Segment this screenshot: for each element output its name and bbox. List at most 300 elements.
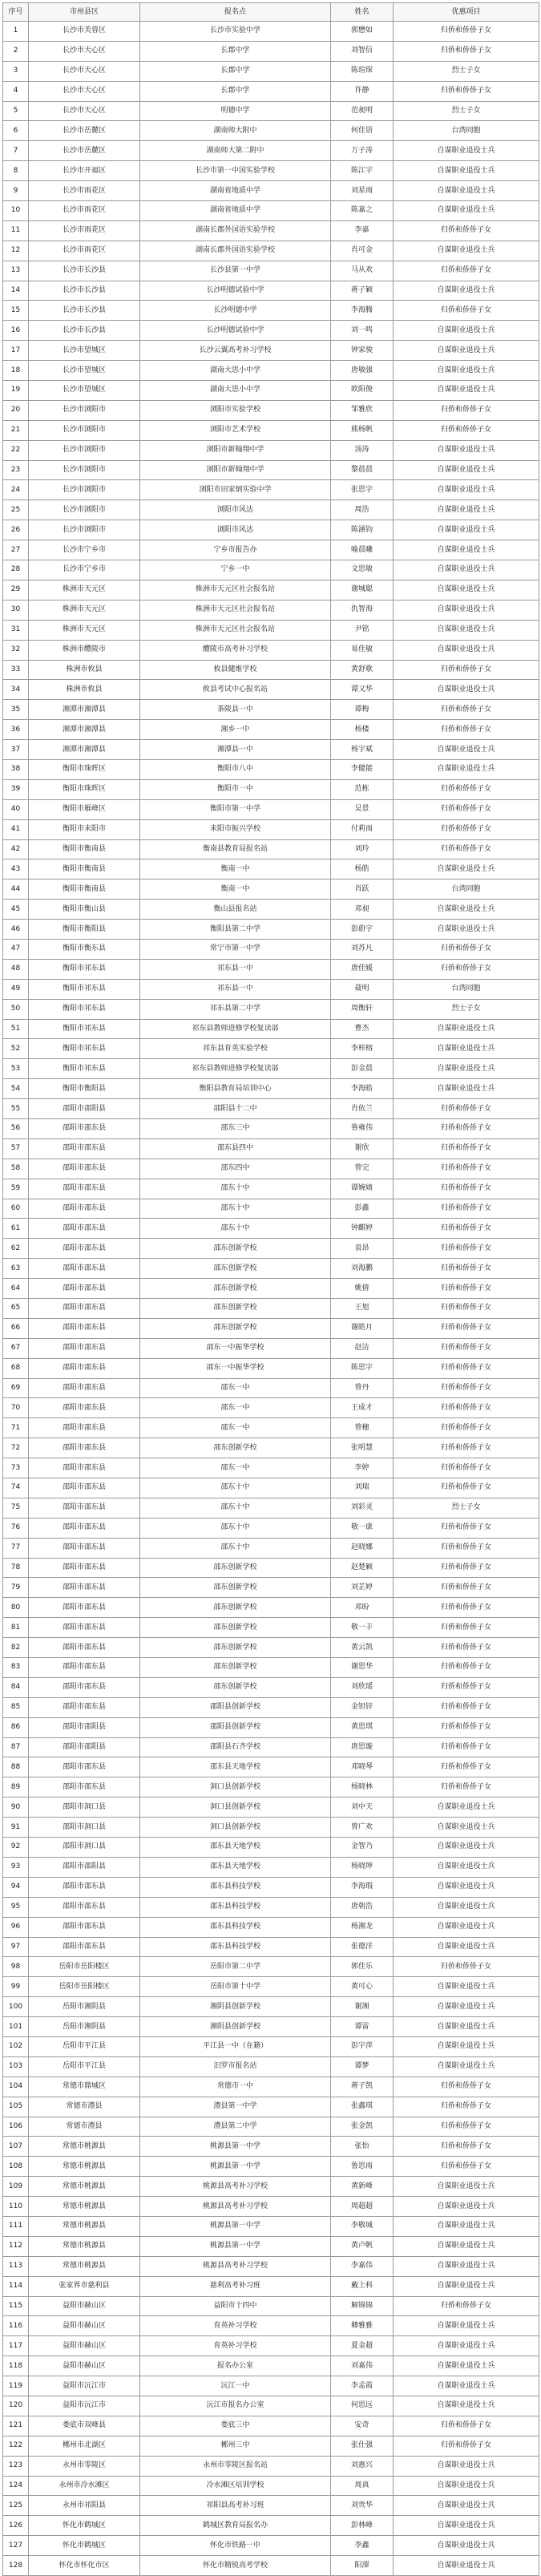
cell-preference: 归侨和侨侨子女: [394, 1777, 539, 1798]
cell-registration-site: 邵东十中: [140, 1498, 331, 1518]
cell-name: 金智乃: [331, 1838, 394, 1858]
cell-preference: 自谋职业退役士兵: [394, 440, 539, 460]
cell-name: 黄卢帆: [331, 2236, 394, 2256]
cell-name: 文思敏: [331, 560, 394, 580]
cell-name: 李孟霞: [331, 2376, 394, 2396]
header-row: [3, 3, 539, 22]
cell-preference: 自谋职业退役士兵: [394, 859, 539, 880]
cell-preference: 自谋职业退役士兵: [394, 1039, 539, 1059]
cell-index: 14: [3, 281, 29, 301]
cell-name: 黄新峰: [331, 2177, 394, 2197]
cell-region: 湘潭市湘潭县: [29, 740, 140, 760]
cell-preference: 归侨和侨侨子女: [394, 1478, 539, 1498]
cell-registration-site: 株洲市天元区社会报名站: [140, 620, 331, 640]
cell-index: 72: [3, 1438, 29, 1458]
cell-name: 解锦锦: [331, 2296, 394, 2316]
table-row: [3, 1179, 539, 1199]
table-row: [3, 600, 539, 620]
cell-name: 王成才: [331, 1398, 394, 1418]
table-row: [3, 1079, 539, 1099]
cell-index: 118: [3, 2356, 29, 2376]
cell-index: 95: [3, 1897, 29, 1917]
cell-name: 谭梅: [331, 700, 394, 720]
cell-index: 82: [3, 1638, 29, 1658]
cell-region: 邵阳市邵东县: [29, 1299, 140, 1319]
cell-preference: 归侨和侨侨子女: [394, 1737, 539, 1757]
table-row: [3, 1638, 539, 1658]
cell-name: 刘海鹏: [331, 1259, 394, 1279]
table-row: [3, 2296, 539, 2316]
cell-preference: 归侨和侨侨子女: [394, 1458, 539, 1478]
cell-registration-site: 邵东十中: [140, 1518, 331, 1538]
cell-region: 邵阳市邵东县: [29, 1658, 140, 1678]
cell-index: 69: [3, 1378, 29, 1398]
cell-region: 衡阳市耒阳市: [29, 819, 140, 839]
cell-registration-site: 邵东十中: [140, 1538, 331, 1558]
table-row: [3, 22, 539, 42]
cell-name: 肖跃: [331, 880, 394, 900]
cell-name: 谭梦: [331, 2056, 394, 2077]
cell-name: 曾穗: [331, 1418, 394, 1438]
table-row: [3, 2236, 539, 2256]
cell-region: 邵阳市邵东县: [29, 1138, 140, 1159]
cell-name: 李敬城: [331, 2216, 394, 2236]
cell-region: 邵阳市邵东县: [29, 1757, 140, 1777]
cell-registration-site: 平江县一中（在籍）: [140, 2036, 331, 2056]
cell-preference: 自谋职业退役士兵: [394, 2236, 539, 2256]
cell-preference: 自谋职业退役士兵: [394, 161, 539, 181]
table-row: [3, 740, 539, 760]
cell-registration-site: 祁东县育英实验学校: [140, 1039, 331, 1059]
cell-region: 邵阳市邵东县: [29, 1578, 140, 1598]
cell-index: 22: [3, 440, 29, 460]
cell-index: 38: [3, 759, 29, 779]
cell-name: 喻晨曦: [331, 540, 394, 560]
table-row: [3, 1478, 539, 1498]
cell-registration-site: 湖南师大附中: [140, 121, 331, 141]
cell-preference: 归侨和侨侨子女: [394, 1118, 539, 1138]
cell-region: 长沙市长沙县: [29, 301, 140, 321]
cell-name: 黄思琪: [331, 1717, 394, 1737]
cell-registration-site: 桃源县第一中学: [140, 2137, 331, 2157]
cell-registration-site: 湖南师大第二附中: [140, 141, 331, 161]
cell-region: 长沙市浏阳市: [29, 460, 140, 480]
cell-name: 李海皓: [331, 1079, 394, 1099]
cell-region: 长沙市宁乡市: [29, 560, 140, 580]
cell-registration-site: 洞口县创新学校: [140, 1777, 331, 1798]
cell-index: 52: [3, 1039, 29, 1059]
cell-registration-site: 邵东一中: [140, 1398, 331, 1418]
cell-index: 1: [3, 22, 29, 42]
cell-preference: 自谋职业退役士兵: [394, 540, 539, 560]
cell-index: 28: [3, 560, 29, 580]
cell-region: 岳阳市湘阴县: [29, 1997, 140, 2017]
table-row: [3, 1199, 539, 1219]
cell-registration-site: 常宁市第一中学: [140, 939, 331, 959]
cell-region: 邵阳市邵东县: [29, 1398, 140, 1418]
cell-name: 马从欢: [331, 261, 394, 281]
cell-index: 71: [3, 1418, 29, 1438]
cell-preference: 归侨和侨侨子女: [394, 1279, 539, 1299]
cell-name: 邓昶: [331, 900, 394, 920]
cell-preference: 自谋职业退役士兵: [394, 1798, 539, 1818]
cell-name: 谢欣: [331, 1138, 394, 1159]
cell-registration-site: 桃源县第一中学: [140, 2216, 331, 2236]
cell-registration-site: 长沙明德试验中学: [140, 321, 331, 341]
cell-preference: 归侨和侨侨子女: [394, 819, 539, 839]
table-row: [3, 839, 539, 859]
cell-registration-site: 怀化市铁路一中: [140, 2536, 331, 2556]
cell-name: 刘一鸣: [331, 321, 394, 341]
table-row: [3, 2197, 539, 2217]
cell-region: 益阳市赫山区: [29, 2316, 140, 2336]
table-row: [3, 341, 539, 361]
cell-preference: 归侨和侨侨子女: [394, 220, 539, 241]
cell-registration-site: 桃源县第一中学: [140, 2157, 331, 2177]
cell-registration-site: 邵东县天地学校: [140, 1838, 331, 1858]
cell-preference: 自谋职业退役士兵: [394, 1977, 539, 1997]
cell-name: 谭雷: [331, 2017, 394, 2037]
table-row: [3, 2216, 539, 2236]
cell-preference: 归侨和侨侨子女: [394, 1757, 539, 1777]
table-row: [3, 1957, 539, 1977]
cell-index: 109: [3, 2177, 29, 2197]
cell-region: 益阳市赫山区: [29, 2296, 140, 2316]
cell-preference: 归侨和侨侨子女: [394, 1179, 539, 1199]
cell-region: 长沙市浏阳市: [29, 400, 140, 420]
cell-registration-site: 邵东创新学校: [140, 1279, 331, 1299]
cell-index: 50: [3, 999, 29, 1019]
cell-registration-site: 浏阳市风达: [140, 500, 331, 520]
table-row: [3, 1299, 539, 1319]
table-row: [3, 560, 539, 580]
cell-preference: 归侨和侨侨子女: [394, 1558, 539, 1578]
cell-name: 陈瑄琛: [331, 61, 394, 81]
cell-name: 彭鑫: [331, 1199, 394, 1219]
cell-preference: 归侨和侨侨子女: [394, 1677, 539, 1697]
table-row: [3, 880, 539, 900]
cell-index: 64: [3, 1279, 29, 1299]
cell-region: 长沙市望城区: [29, 341, 140, 361]
cell-registration-site: 邵东一中振华学校: [140, 1358, 331, 1378]
table-row: [3, 261, 539, 281]
cell-preference: 归侨和侨侨子女: [394, 2416, 539, 2436]
cell-region: 益阳市赫山区: [29, 2336, 140, 2356]
cell-preference: 归侨和侨侨子女: [394, 1638, 539, 1658]
cell-index: 78: [3, 1558, 29, 1578]
cell-index: 75: [3, 1498, 29, 1518]
cell-index: 16: [3, 321, 29, 341]
cell-region: 邵阳市洞口县: [29, 1818, 140, 1838]
cell-name: 邓晓琴: [331, 1757, 394, 1777]
cell-preference: 归侨和侨侨子女: [394, 1318, 539, 1338]
cell-index: 90: [3, 1798, 29, 1818]
cell-preference: 台湾同胞: [394, 121, 539, 141]
cell-registration-site: 邵东一中: [140, 1418, 331, 1438]
cell-name: 仇智海: [331, 600, 394, 620]
cell-region: 长沙市望城区: [29, 381, 140, 401]
table-row: [3, 61, 539, 81]
table-row: [3, 2536, 539, 2556]
cell-name: 杨楼: [331, 720, 394, 740]
cell-registration-site: 邵东创新学校: [140, 1318, 331, 1338]
table-header: [3, 3, 539, 22]
cell-index: 86: [3, 1717, 29, 1737]
cell-registration-site: 邵东县天地学校: [140, 1757, 331, 1777]
cell-registration-site: 邵东创新学校: [140, 1558, 331, 1578]
cell-index: 94: [3, 1877, 29, 1897]
table-row: [3, 1697, 539, 1717]
cell-registration-site: 怀化市精锐高考学校: [140, 2556, 331, 2576]
cell-preference: 自谋职业退役士兵: [394, 580, 539, 600]
cell-preference: 归侨和侨侨子女: [394, 1138, 539, 1159]
cell-index: 13: [3, 261, 29, 281]
cell-name: 谢湘: [331, 1997, 394, 2017]
cell-index: 77: [3, 1538, 29, 1558]
cell-region: 永州市零陵区: [29, 2456, 140, 2476]
cell-index: 10: [3, 201, 29, 221]
cell-index: 92: [3, 1838, 29, 1858]
cell-registration-site: 永州市零陵区报名站: [140, 2456, 331, 2476]
cell-preference: 自谋职业退役士兵: [394, 341, 539, 361]
cell-index: 87: [3, 1737, 29, 1757]
cell-region: 娄底市双峰县: [29, 2416, 140, 2436]
table-row: [3, 440, 539, 460]
cell-region: 长沙市浏阳市: [29, 520, 140, 540]
cell-region: 衡阳市衡东县: [29, 939, 140, 959]
cell-index: 30: [3, 600, 29, 620]
cell-index: 115: [3, 2296, 29, 2316]
table-row: [3, 2516, 539, 2536]
cell-region: 邵阳市邵阳县: [29, 1099, 140, 1119]
cell-index: 91: [3, 1818, 29, 1838]
cell-index: 66: [3, 1318, 29, 1338]
cell-region: 衡阳市衡南县: [29, 839, 140, 859]
cell-registration-site: 湘潭县一中: [140, 740, 331, 760]
table-row: [3, 939, 539, 959]
cell-name: 陈嘉之: [331, 201, 394, 221]
cell-preference: 自谋职业退役士兵: [394, 500, 539, 520]
cell-index: 42: [3, 839, 29, 859]
cell-index: 49: [3, 979, 29, 999]
cell-region: 邵阳市邵东县: [29, 1777, 140, 1798]
table-row: [3, 2436, 539, 2456]
cell-index: 21: [3, 420, 29, 440]
cell-preference: 归侨和侨侨子女: [394, 2296, 539, 2316]
cell-registration-site: 浏阳市新翰翔中学: [140, 460, 331, 480]
cell-preference: 归侨和侨侨子女: [394, 799, 539, 819]
cell-registration-site: 湘乡一中: [140, 720, 331, 740]
cell-registration-site: 衡阳市第一中学: [140, 799, 331, 819]
table-row: [3, 2476, 539, 2496]
cell-preference: 归侨和侨侨子女: [394, 1259, 539, 1279]
cell-name: 刘中天: [331, 1798, 394, 1818]
cell-region: 衡阳市衡南县: [29, 859, 140, 880]
table-row: [3, 181, 539, 201]
cell-region: 常德市桃源县: [29, 2197, 140, 2217]
cell-preference: 自谋职业退役士兵: [394, 381, 539, 401]
table-row: [3, 361, 539, 381]
cell-registration-site: 醴陵市高考补习学校: [140, 640, 331, 660]
cell-preference: 归侨和侨侨子女: [394, 1239, 539, 1259]
cell-region: 长沙市雨花区: [29, 220, 140, 241]
cell-preference: 归侨和侨侨子女: [394, 1219, 539, 1239]
cell-region: 长沙市长沙县: [29, 281, 140, 301]
cell-name: 张明慧: [331, 1438, 394, 1458]
cell-name: 杨晓坤: [331, 1857, 394, 1877]
table-row: [3, 1598, 539, 1618]
cell-region: 湘潭市湘潭县: [29, 700, 140, 720]
cell-region: 常德市桃源县: [29, 2236, 140, 2256]
cell-index: 85: [3, 1697, 29, 1717]
table-row: [3, 799, 539, 819]
cell-region: 邵阳市邵东县: [29, 1259, 140, 1279]
cell-preference: 烈士子女: [394, 1498, 539, 1518]
cell-name: 欧阳俊: [331, 381, 394, 401]
cell-region: 常德市桃源县: [29, 2216, 140, 2236]
table-row: [3, 1138, 539, 1159]
table-row: [3, 1538, 539, 1558]
cell-name: 彭林峰: [331, 2516, 394, 2536]
cell-name: 唐佳媛: [331, 959, 394, 979]
cell-name: 陈涵钧: [331, 520, 394, 540]
cell-region: 衡阳市衡阳县: [29, 1079, 140, 1099]
cell-name: 聂明: [331, 979, 394, 999]
cell-region: 邵阳市邵阳县: [29, 1737, 140, 1757]
table-row: [3, 999, 539, 1019]
cell-region: 邵阳市邵东县: [29, 1518, 140, 1538]
cell-region: 长沙市雨花区: [29, 241, 140, 261]
cell-registration-site: 祁东县一中: [140, 959, 331, 979]
cell-index: 105: [3, 2097, 29, 2117]
cell-name: 杨宇斌: [331, 740, 394, 760]
cell-name: 范昶明: [331, 101, 394, 121]
cell-preference: 归侨和侨侨子女: [394, 1658, 539, 1678]
cell-region: 长沙市望城区: [29, 361, 140, 381]
cell-name: 杨晓林: [331, 1777, 394, 1798]
cell-name: 周衡轩: [331, 999, 394, 1019]
cell-name: 陈思宇: [331, 1358, 394, 1378]
cell-region: 邵阳市邵东县: [29, 1598, 140, 1618]
column-header-name: 姓名: [331, 3, 394, 22]
cell-preference: 归侨和侨侨子女: [394, 1957, 539, 1977]
table-row: [3, 41, 539, 61]
cell-region: 郴州市北湖区: [29, 2436, 140, 2456]
table-row: [3, 2556, 539, 2576]
cell-registration-site: 沅江市报名办公室: [140, 2396, 331, 2416]
table-row: [3, 1618, 539, 1638]
cell-index: 81: [3, 1618, 29, 1638]
cell-registration-site: 邵东创新学校: [140, 1618, 331, 1638]
cell-index: 116: [3, 2316, 29, 2336]
cell-registration-site: 衡阳县第二中学: [140, 920, 331, 940]
cell-registration-site: 邵东创新学校: [140, 1239, 331, 1259]
cell-index: 60: [3, 1199, 29, 1219]
table-row: [3, 1438, 539, 1458]
table-row: [3, 1677, 539, 1697]
cell-index: 37: [3, 740, 29, 760]
cell-preference: 自谋职业退役士兵: [394, 2496, 539, 2516]
cell-preference: 自谋职业退役士兵: [394, 361, 539, 381]
cell-preference: 归侨和侨侨子女: [394, 1398, 539, 1418]
table-row: [3, 2056, 539, 2077]
cell-registration-site: 邵阳县石齐学校: [140, 1737, 331, 1757]
cell-registration-site: 茶陵县一中: [140, 700, 331, 720]
cell-preference: 自谋职业退役士兵: [394, 740, 539, 760]
cell-registration-site: 湘阴县创新学校: [140, 1997, 331, 2017]
cell-region: 株洲市攸县: [29, 680, 140, 700]
table-row: [3, 2336, 539, 2356]
cell-index: 89: [3, 1777, 29, 1798]
cell-preference: 归侨和侨侨子女: [394, 1717, 539, 1737]
cell-index: 107: [3, 2137, 29, 2157]
cell-index: 127: [3, 2536, 29, 2556]
cell-region: 邵阳市邵东县: [29, 1118, 140, 1138]
table-row: [3, 1239, 539, 1259]
table-row: [3, 2276, 539, 2296]
cell-registration-site: 邵东一中振华学校: [140, 1338, 331, 1358]
cell-index: 4: [3, 81, 29, 101]
cell-name: 陈江宇: [331, 161, 394, 181]
table-row: [3, 1219, 539, 1239]
cell-preference: 自谋职业退役士兵: [394, 920, 539, 940]
cell-preference: 自谋职业退役士兵: [394, 460, 539, 480]
cell-registration-site: 岳阳市第二中学: [140, 1957, 331, 1977]
cell-index: 29: [3, 580, 29, 600]
cell-registration-site: 攸县考试中心报名站: [140, 680, 331, 700]
cell-region: 衡阳市祁东县: [29, 959, 140, 979]
cell-index: 108: [3, 2157, 29, 2177]
cell-name: 何思远: [331, 2396, 394, 2416]
cell-registration-site: 邵东创新学校: [140, 1578, 331, 1598]
cell-name: 范栋: [331, 779, 394, 799]
table-row: [3, 1458, 539, 1478]
cell-name: 刘玲: [331, 839, 394, 859]
cell-index: 33: [3, 660, 29, 680]
cell-name: 许静: [331, 81, 394, 101]
cell-region: 邵阳市邵东县: [29, 1279, 140, 1299]
cell-preference: 自谋职业退役士兵: [394, 281, 539, 301]
cell-index: 46: [3, 920, 29, 940]
cell-region: 株洲市天元区: [29, 600, 140, 620]
cell-preference: 自谋职业退役士兵: [394, 2256, 539, 2276]
cell-region: 益阳市沅江市: [29, 2396, 140, 2416]
cell-index: 96: [3, 1917, 29, 1937]
cell-preference: 归侨和侨侨子女: [394, 839, 539, 859]
table-row: [3, 301, 539, 321]
cell-registration-site: 报名办公室: [140, 2356, 331, 2376]
cell-name: 钟家骏: [331, 341, 394, 361]
cell-name: 卿雅雅: [331, 2316, 394, 2336]
cell-registration-site: 湖南长郡外国语实验学校: [140, 220, 331, 241]
cell-region: 邵阳市邵东县: [29, 1338, 140, 1358]
cell-preference: 自谋职业退役士兵: [394, 321, 539, 341]
cell-name: 刘苏凡: [331, 939, 394, 959]
cell-name: 夏金超: [331, 2336, 394, 2356]
cell-index: 100: [3, 1997, 29, 2017]
cell-index: 79: [3, 1578, 29, 1598]
cell-index: 15: [3, 301, 29, 321]
cell-preference: 归侨和侨侨子女: [394, 700, 539, 720]
cell-name: 周超超: [331, 2197, 394, 2217]
cell-region: 株洲市醴陵市: [29, 640, 140, 660]
cell-index: 74: [3, 1478, 29, 1498]
cell-name: 彭蔚宇: [331, 920, 394, 940]
cell-name: 刘贵华: [331, 2496, 394, 2516]
cell-preference: 自谋职业退役士兵: [394, 900, 539, 920]
cell-registration-site: 邵阳县十二中: [140, 1099, 331, 1119]
cell-name: 李婷: [331, 1458, 394, 1478]
